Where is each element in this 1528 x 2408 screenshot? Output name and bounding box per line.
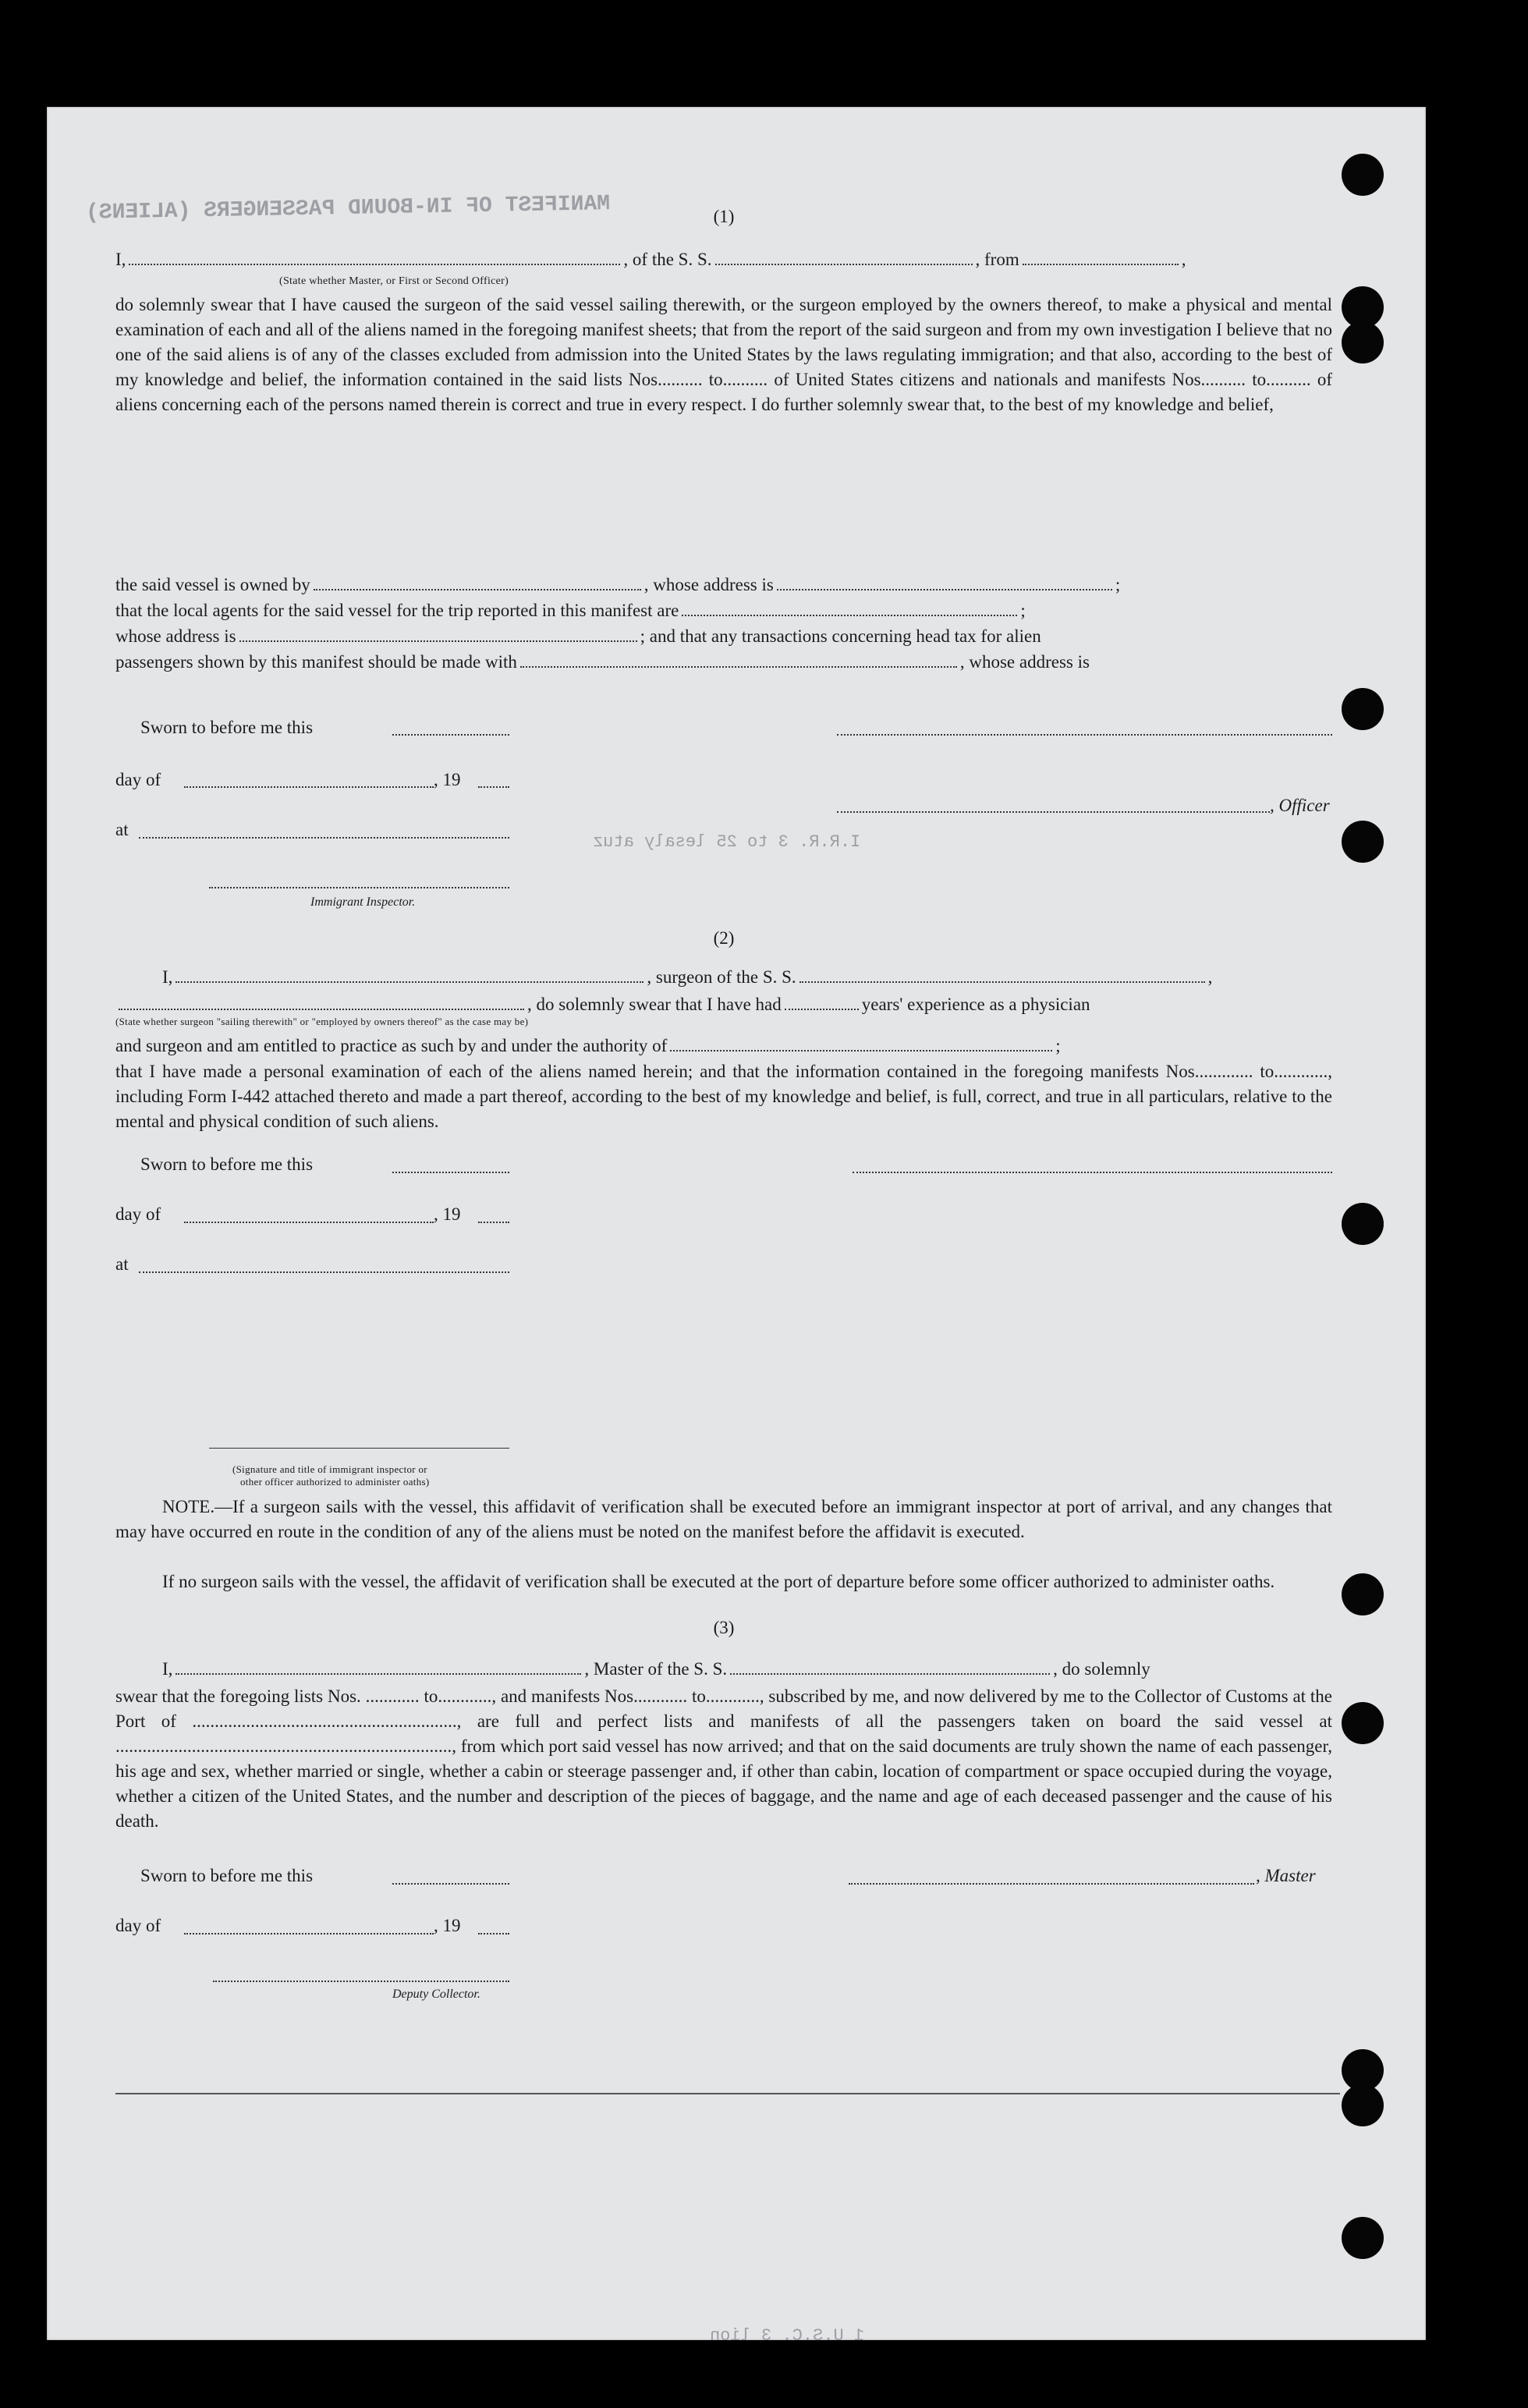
at-label: at bbox=[115, 1254, 129, 1274]
inspector-signature-line[interactable] bbox=[209, 887, 509, 888]
surgeon-line: I, , surgeon of the S. S. , bbox=[162, 967, 1213, 987]
punch-hole bbox=[1342, 688, 1384, 730]
day-field[interactable] bbox=[184, 786, 434, 788]
head-tax-line: passengers shown by this manifest should be made with , whose address is bbox=[115, 652, 1090, 672]
year-label: , 19 bbox=[434, 1204, 461, 1224]
sworn-date-field[interactable] bbox=[392, 734, 509, 736]
day-label: day of bbox=[115, 1204, 161, 1224]
bleed-through-text: MANIFEST OF IN-BOUND PASSENGERS (ALIENS) bbox=[85, 192, 611, 225]
sworn-label: Sworn to before me this bbox=[140, 1866, 314, 1885]
oath-paragraph: do solemnly swear that I have caused the surgeon of the said vessel sailing therewith, or the surgeon employed by the owners thereof, to make a physical and mental examination of each and all of the aliens named in the foregoing manifest sheets; that from the report of the said surgeon and from my own investigation I believe that no one of the said aliens is of any of the classes excluded from admission into the United States by the laws regulating immigration; and that also, according to the best of my knowledge and belief, the information contained in the said lists Nos.......... to.......... of United States citizens and nationals and manifests Nos.......... to.......... of aliens concerning each of the persons named therein is correct and true in every respect. I do further solemnly swear that, to the best of my knowledge and belief, bbox=[115, 295, 1332, 414]
punch-hole bbox=[1342, 1573, 1384, 1615]
at-field[interactable] bbox=[139, 837, 509, 839]
sworn-date-field[interactable] bbox=[392, 1883, 509, 1885]
at-label: at bbox=[115, 820, 129, 839]
signature-line[interactable] bbox=[853, 1172, 1332, 1173]
punch-hole bbox=[1342, 2217, 1384, 2259]
sworn-date-field[interactable] bbox=[392, 1172, 509, 1173]
collector-label: Deputy Collector. bbox=[392, 1988, 480, 2001]
sworn-label: Sworn to before me this bbox=[140, 1154, 314, 1174]
bottom-rule bbox=[115, 2093, 1340, 2094]
year-field[interactable] bbox=[478, 1222, 509, 1223]
master-label: , Master bbox=[1256, 1866, 1316, 1885]
punch-hole bbox=[1342, 821, 1384, 863]
note-paragraph: NOTE.—If a surgeon sails with the vessel, this affidavit of verification shall be executed before an immigrant inspector at port of arrival, and any changes that may have occurred en route in the condition of any of the aliens must be noted on the manifest before the affidavit is executed. bbox=[115, 1497, 1332, 1541]
punch-hole bbox=[1342, 1702, 1384, 1744]
master-signature-line[interactable] bbox=[849, 1883, 1254, 1885]
section-number: (2) bbox=[713, 928, 735, 948]
title-note: (State whether Master, or First or Second Officer) bbox=[279, 275, 509, 287]
day-label: day of bbox=[115, 770, 161, 789]
inspector-label: Immigrant Inspector. bbox=[310, 895, 416, 909]
master-line: I, , of the S. S. , from , bbox=[115, 250, 1186, 269]
owner-line: the said vessel is owned by , whose address is ; bbox=[115, 575, 1121, 594]
bleed-through-text: 1 U.S.C. 3 lion bbox=[710, 2326, 865, 2346]
officer-signature-line[interactable] bbox=[837, 811, 1270, 813]
sig-note-2: other officer authorized to administer oaths) bbox=[240, 1476, 430, 1488]
collector-signature-line[interactable] bbox=[213, 1981, 509, 1982]
day-field[interactable] bbox=[184, 1933, 434, 1935]
punch-hole bbox=[1342, 1203, 1384, 1245]
bleed-through-text: I.R.R. 3 to 25 lesaly atuz bbox=[593, 832, 861, 852]
year-label: , 19 bbox=[434, 770, 461, 789]
at-field[interactable] bbox=[139, 1271, 509, 1273]
agents-line: that the local agents for the said vessel for the trip reported in this manifest are ; bbox=[115, 601, 1026, 620]
master-line: I, , Master of the S. S. , do solemnly bbox=[162, 1659, 1150, 1679]
official-signature-line[interactable] bbox=[209, 1448, 509, 1449]
section-number: (3) bbox=[713, 1618, 735, 1637]
experience-line: , do solemnly swear that I have had years' experience as a physician bbox=[115, 995, 1090, 1015]
surgeon-paragraph: that I have made a personal examination of each of the aliens named herein; and that the information contained in the foregoing manifests Nos............. to............, including Form I-442 attached thereto and made a part thereof, according to the best of my knowledge and belief, is full, correct, and true in all particulars, relative to the mental and physical condition of such aliens. bbox=[115, 1062, 1332, 1131]
year-field[interactable] bbox=[478, 1933, 509, 1935]
authority-line: and surgeon and am entitled to practice as such by and under the authority of ; bbox=[115, 1036, 1061, 1055]
surgeon-note: (State whether surgeon "sailing therewith" or "employed by owners thereof" as the case may be) bbox=[115, 1016, 529, 1027]
note-paragraph-2: If no surgeon sails with the vessel, the affidavit of verification shall be executed at the port of departure before some officer authorized to administer oaths. bbox=[162, 1572, 1275, 1591]
master-paragraph: swear that the foregoing lists Nos. ............ to............, and manifests Nos............ to............, subscribed by me, and now delivered by me to the Collector of Customs at the Port of ..........................................................., are full and perfect lists and manifests of all the passengers taken on board the said vessel at ..........................................................................., from which port said vessel has now arrived; and that on the said documents are truly shown the name of each passenger, his age and sex, whether married or single, whether a cabin or steerage passenger and, if other than cabin, location of compartment or space occupied during the voyage, whether a citizen of the United States, and the number and description of the pieces of baggage, and the name and age of each deceased passenger and the cause of his death. bbox=[115, 1686, 1332, 1831]
section-number: (1) bbox=[713, 207, 735, 226]
agent-address-line: whose address is ; and that any transactions concerning head tax for alien bbox=[115, 626, 1041, 646]
officer-label: , Officer bbox=[1270, 796, 1330, 815]
punch-hole bbox=[1342, 321, 1384, 364]
punch-hole bbox=[1342, 2084, 1384, 2126]
punch-hole bbox=[1342, 154, 1384, 196]
day-field[interactable] bbox=[184, 1222, 434, 1223]
sig-note-1: (Signature and title of immigrant inspector or bbox=[232, 1463, 427, 1475]
sworn-label: Sworn to before me this bbox=[140, 718, 314, 737]
signature-line[interactable] bbox=[837, 734, 1332, 736]
year-label: , 19 bbox=[434, 1916, 461, 1935]
manifest-back-page bbox=[47, 107, 1426, 2346]
year-field[interactable] bbox=[478, 786, 509, 788]
day-label: day of bbox=[115, 1916, 161, 1935]
